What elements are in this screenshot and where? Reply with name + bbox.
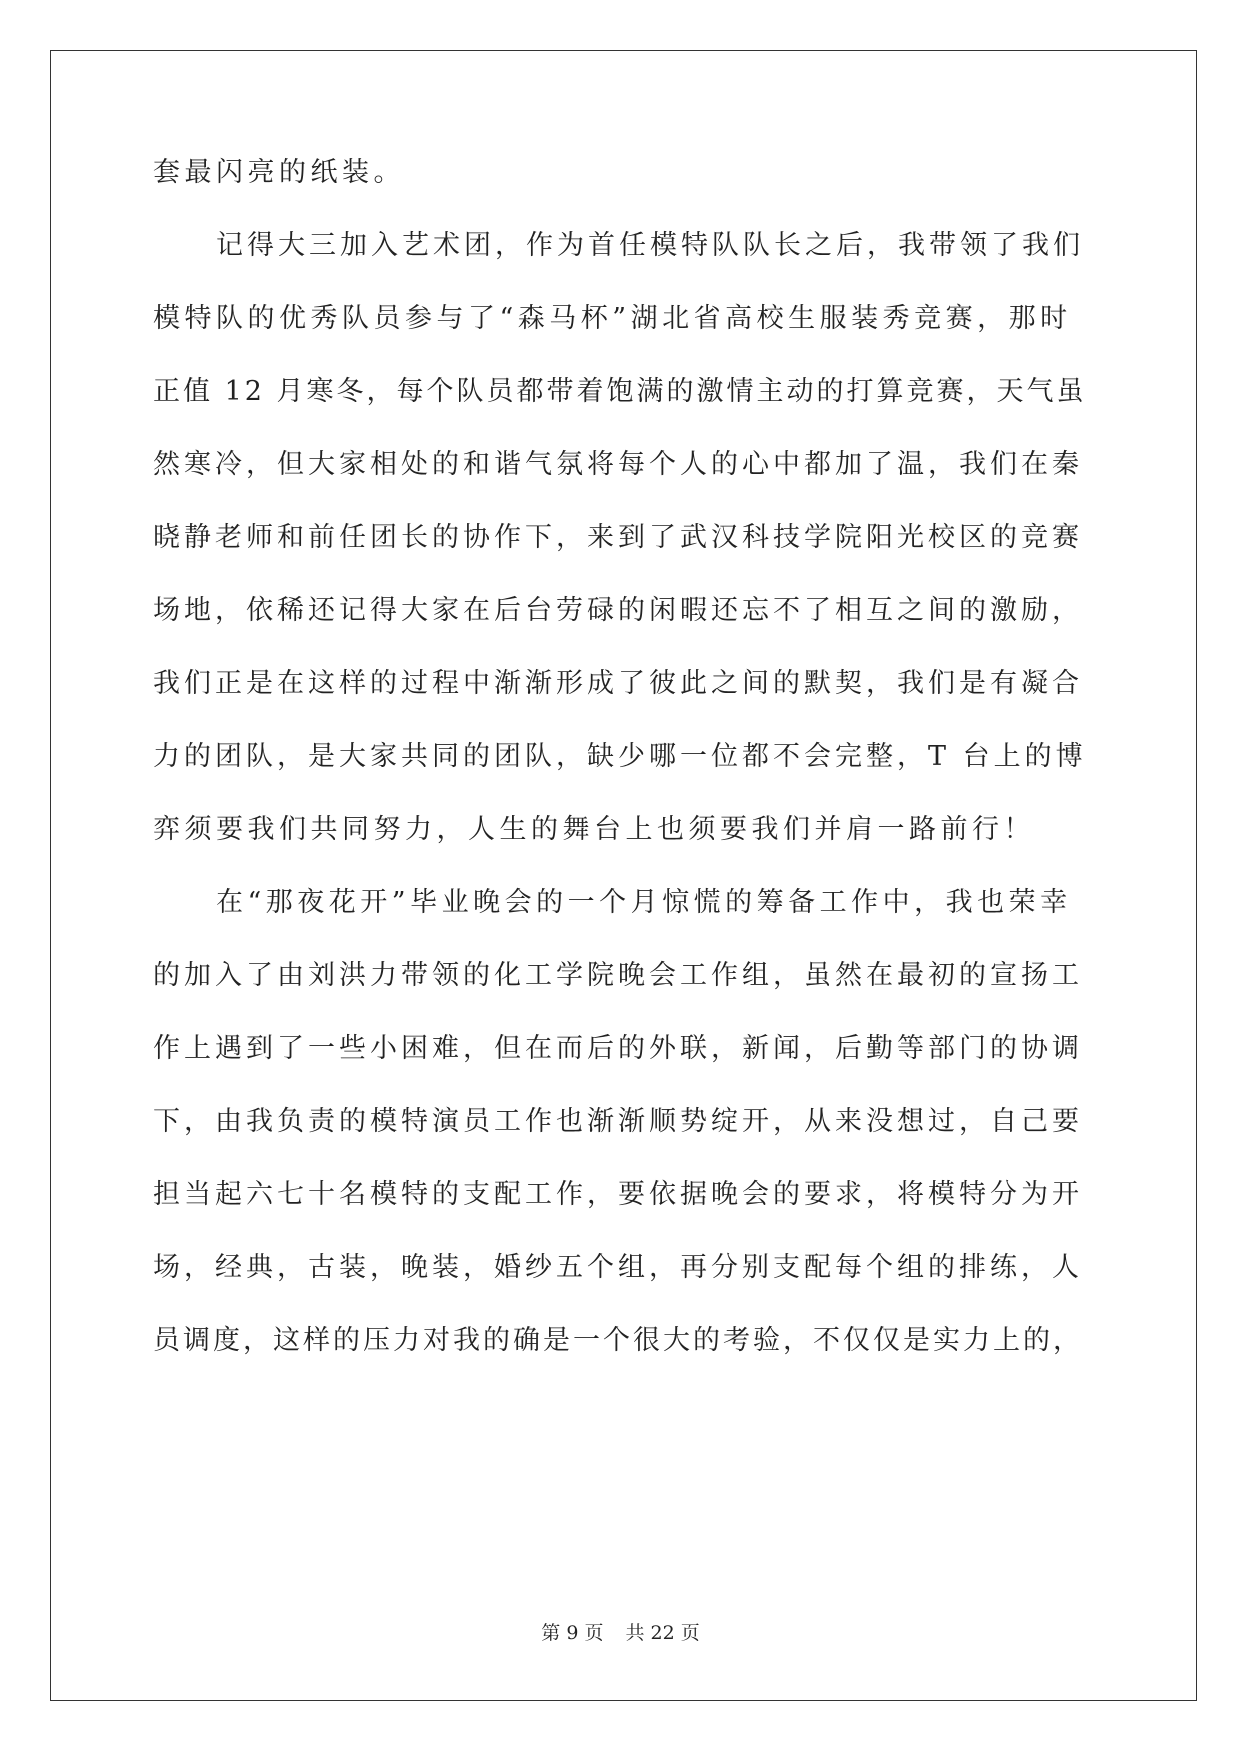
page-footer [0, 1621, 1241, 1645]
text-line: 我们正是在这样的过程中渐渐形成了彼此之间的默契，我们是有凝合 [153, 668, 1083, 699]
text-line: 场地，依稀还记得大家在后台劳碌的闲暇还忘不了相互之间的激励， [153, 595, 1083, 626]
text-line: 作上遇到了一些小困难，但在而后的外联，新闻，后勤等部门的协调 [153, 1033, 1083, 1064]
text-line: 下，由我负责的模特演员工作也渐渐顺势绽开，从来没想过，自己要 [153, 1106, 1083, 1137]
text-line: 记得大三加入艺术团，作为首任模特队队长之后，我带领了我们 [216, 230, 1084, 261]
text-line: 然寒冷，但大家相处的和谐气氛将每个人的心中都加了温，我们在秦 [153, 449, 1083, 480]
text-line: 在“那夜花开”毕业晚会的一个月惊慌的筹备工作中，我也荣幸 [216, 887, 1072, 918]
text-line: 正值 12 月寒冬，每个队员都带着饱满的激情主动的打算竞赛，天气虽 [153, 376, 1087, 407]
text-line: 场，经典，古装，晚装，婚纱五个组，再分别支配每个组的排练，人 [153, 1252, 1083, 1283]
page-border [50, 50, 1197, 1701]
page-number: 第 9 页 [541, 1622, 604, 1644]
text-line: 力的团队，是大家共同的团队，缺少哪一位都不会完整，T 台上的博 [153, 741, 1087, 772]
text-line: 弈须要我们共同努力，人生的舞台上也须要我们并肩一路前行！ [153, 814, 1035, 845]
page-total: 共 22 页 [625, 1622, 700, 1644]
text-line: 担当起六七十名模特的支配工作，要依据晚会的要求，将模特分为开 [153, 1179, 1083, 1210]
text-line: 套最闪亮的纸装。 [153, 157, 405, 188]
text-line: 员调度，这样的压力对我的确是一个很大的考验，不仅仅是实力上的， [153, 1325, 1083, 1356]
text-line: 模特队的优秀队员参与了“森马杯”湖北省高校生服装秀竞赛，那时 [153, 303, 1072, 334]
text-line: 的加入了由刘洪力带领的化工学院晚会工作组，虽然在最初的宣扬工 [153, 960, 1083, 991]
text-line: 晓静老师和前任团长的协作下，来到了武汉科技学院阳光校区的竞赛 [153, 522, 1083, 553]
